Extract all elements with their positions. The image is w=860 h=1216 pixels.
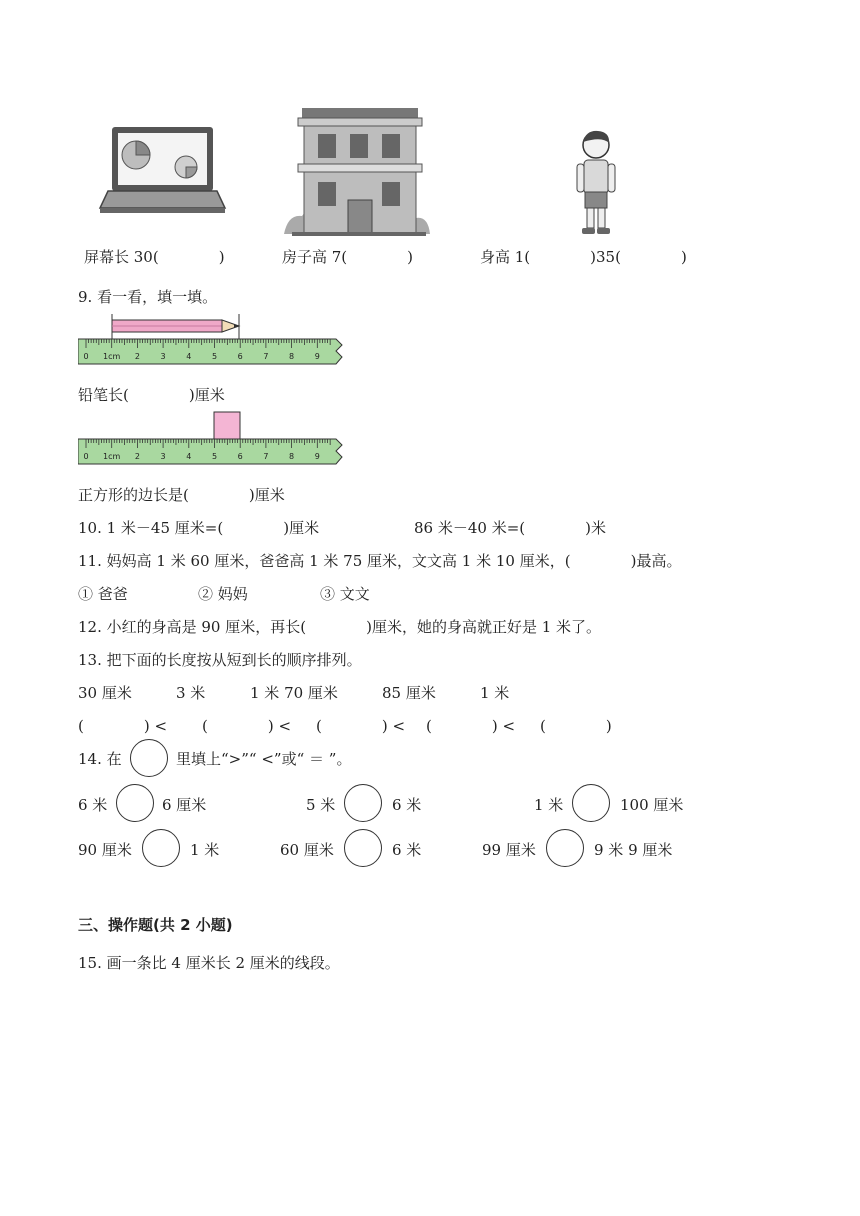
compare-circle[interactable] [344, 784, 382, 822]
ruler-tick-label: 3 [160, 352, 166, 361]
compare-right: 6 厘米 [162, 796, 207, 814]
compare-right: 6 米 [392, 841, 422, 859]
laptop-picture [98, 124, 228, 218]
q13-blank: ( ) [540, 717, 612, 735]
compare-right: 1 米 [190, 841, 220, 859]
ruler-tick-label: 0 [83, 452, 89, 461]
pencil-answer: 铅笔长( )厘米 [78, 386, 225, 404]
compare-circle[interactable] [572, 784, 610, 822]
ruler-tick-label: 5 [211, 452, 218, 461]
ruler-tick-label: 8 [289, 352, 295, 361]
laptop-label: 屏幕长 30( ) [84, 248, 225, 266]
section-heading: 三、操作题(共 2 小题) [78, 916, 233, 934]
ruler-tick-label: 7 [263, 352, 269, 361]
square-answer: 正方形的边长是( )厘米 [78, 486, 285, 504]
ruler-tick-label: 4 [186, 352, 192, 361]
house-label: 房子高 7( ) [282, 248, 414, 266]
q13-blank: ( ) < [202, 717, 292, 735]
ruler-tick-label: 6 [237, 352, 243, 361]
compare-circle[interactable] [344, 829, 382, 867]
square-shape [214, 412, 240, 440]
compare-left: 99 厘米 [482, 841, 536, 859]
q11-option-1: ① 爸爸 [78, 585, 128, 603]
sample-circle [130, 739, 168, 777]
ruler-tick-label: 3 [160, 452, 166, 461]
compare-left: 90 厘米 [78, 841, 132, 859]
ruler-tick-label: 8 [289, 452, 295, 461]
compare-left: 5 米 [306, 796, 336, 814]
ruler-tick-label: 9 [314, 452, 320, 461]
compare-right: 9 米 9 厘米 [594, 841, 673, 859]
compare-circle[interactable] [116, 784, 154, 822]
compare-left: 1 米 [534, 796, 564, 814]
ruler-tick-label: 0 [83, 352, 89, 361]
ruler-with-square [78, 410, 348, 468]
q13-blank: ( ) < [426, 717, 516, 735]
compare-left: 60 厘米 [280, 841, 334, 859]
compare-left: 6 米 [78, 796, 108, 814]
ruler-tick-label: 4 [186, 452, 192, 461]
ruler-tick-label: 5 [211, 352, 218, 361]
compare-right: 6 米 [392, 796, 422, 814]
q13-item: 30 厘米 [78, 684, 132, 702]
q11-option-2: ② 妈妈 [198, 585, 248, 603]
compare-right: 100 厘米 [620, 796, 684, 814]
ruler-tick-label: 2 [134, 452, 140, 461]
q14-before: 14. 在 [78, 750, 122, 768]
ruler-tick-label: 1cm [103, 352, 121, 361]
compare-circle[interactable] [142, 829, 180, 867]
compare-circle[interactable] [546, 829, 584, 867]
q10-part2: 86 米－40 米=( )米 [414, 519, 606, 537]
ruler-with-pencil [78, 312, 348, 368]
ruler-tick-label: 9 [314, 352, 320, 361]
ruler-tick-label: 7 [263, 452, 269, 461]
ruler-tick-label: 6 [237, 452, 243, 461]
q9-title: 9. 看一看，填一填。 [78, 288, 218, 306]
q13-blank: ( ) < [78, 717, 168, 735]
q11-option-3: ③ 文文 [320, 585, 370, 603]
q13-item: 1 米 [480, 684, 510, 702]
q15-text: 15. 画一条比 4 厘米长 2 厘米的线段。 [78, 954, 340, 972]
q13-item: 1 米 70 厘米 [250, 684, 338, 702]
q13-title: 13. 把下面的长度按从短到长的顺序排列。 [78, 651, 362, 669]
q10-part1: 10. 1 米－45 厘米=( )厘米 [78, 519, 320, 537]
ruler-tick-label: 2 [134, 352, 140, 361]
q13-item: 3 米 [176, 684, 206, 702]
q13-item: 85 厘米 [382, 684, 436, 702]
boy-picture [574, 128, 618, 238]
house-picture [282, 106, 432, 238]
q13-blank: ( ) < [316, 717, 406, 735]
q12-text: 12. 小红的身高是 90 厘米，再长( )厘米，她的身高就正好是 1 米了。 [78, 618, 602, 636]
ruler-tick-label: 1cm [103, 452, 121, 461]
pencil-icon [112, 320, 239, 332]
boy-label: 身高 1( )35( ) [480, 248, 687, 266]
q14-after: 里填上“>”“ <”或“ ＝ ”。 [176, 750, 352, 768]
q11-text: 11. 妈妈高 1 米 60 厘米，爸爸高 1 米 75 厘米，文文高 1 米 10 厘米，( )最高。 [78, 552, 682, 570]
